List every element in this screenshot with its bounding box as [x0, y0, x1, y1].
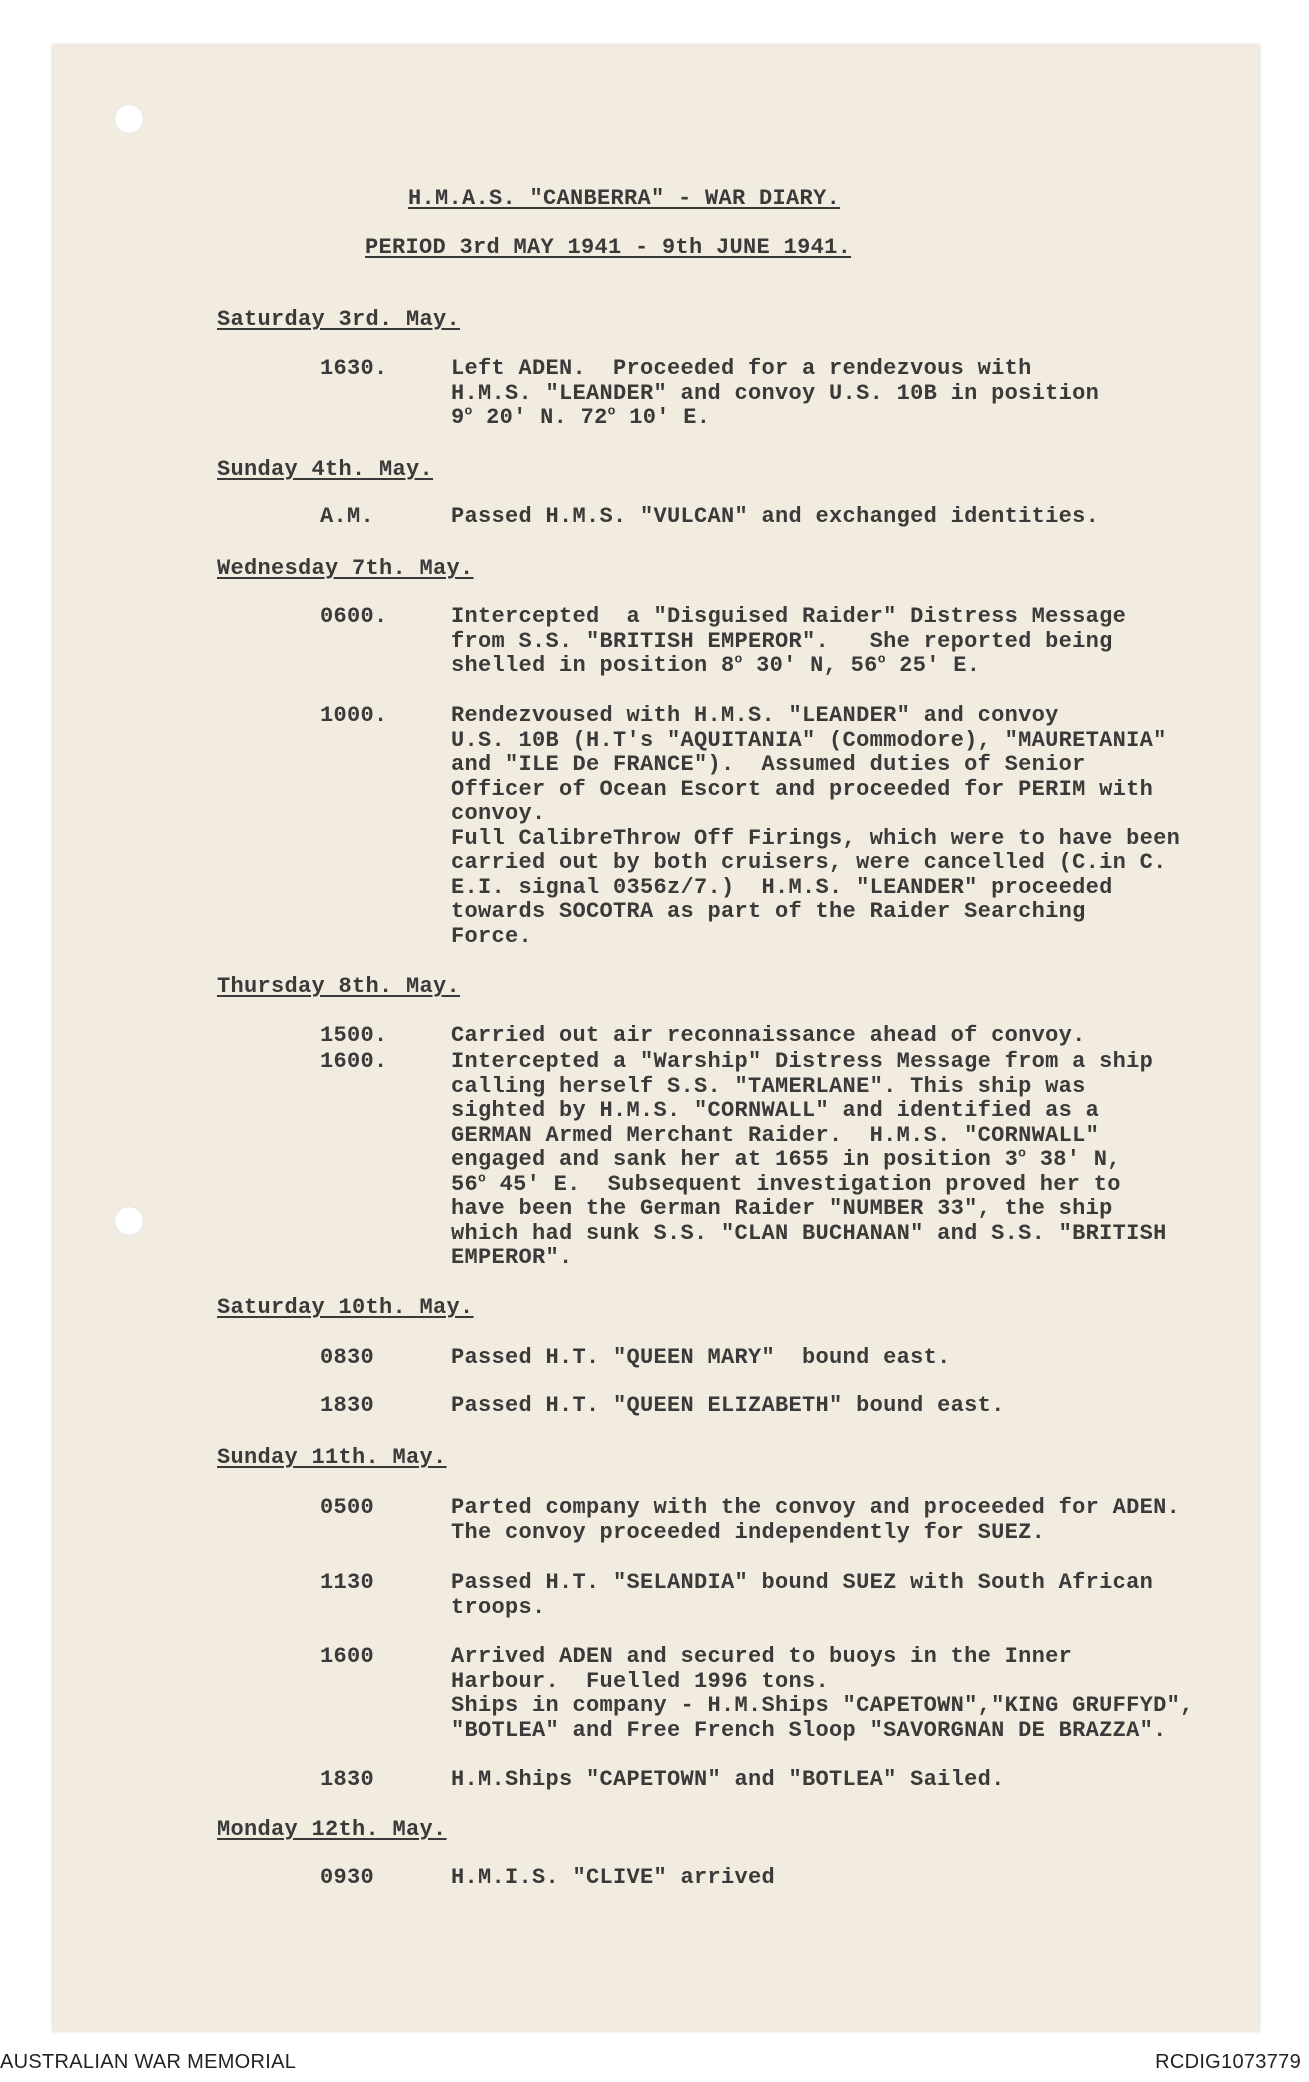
entry-line: Rendezvoused with H.M.S. "LEANDER" and convoy — [451, 703, 1059, 728]
entry-line: E.I. signal 0356z/7.) H.M.S. "LEANDER" proceeded — [451, 874, 1113, 900]
day-heading: Monday 12th. May. — [217, 1817, 447, 1842]
entry-line: have been the German Raider "NUMBER 33", the ship — [451, 1196, 1113, 1221]
day-heading: Thursday 8th. May. — [217, 974, 461, 999]
entry-time: 0500 — [320, 1495, 375, 1520]
entry-line: which had sunk S.S. "CLAN BUCHANAN" and S.S. "BRITISH — [451, 1220, 1167, 1246]
entry-time: 1830 — [320, 1767, 375, 1792]
footer-left: AUSTRALIAN WAR MEMORIAL — [0, 2051, 297, 2073]
entry-line: Harbour. Fuelled 1996 tons. — [451, 1668, 830, 1694]
entry-line: and "ILE De FRANCE"). Assumed duties of Senior — [451, 752, 1086, 777]
day-heading: Sunday 11th. May. — [217, 1445, 447, 1470]
entry-line: The convoy proceeded independently for SUEZ. — [451, 1519, 1046, 1545]
entry-line: sighted by H.M.S. "CORNWALL" and identified as a — [451, 1098, 1100, 1123]
entry-line: "BOTLEA" and Free French Sloop "SAVORGNAN DE BRAZZA". — [451, 1717, 1167, 1743]
entry-line: Arrived ADEN and secured to buoys in the Inner — [451, 1644, 1073, 1669]
entry-time: A.M. — [320, 504, 375, 529]
punch-hole-top — [114, 104, 144, 134]
entry-line: Force. — [451, 923, 533, 949]
diary-title: H.M.A.S. "CANBERRA" - WAR DIARY. — [408, 186, 841, 211]
entry-line: GERMAN Armed Merchant Raider. H.M.S. "CORNWALL" — [451, 1122, 1100, 1148]
entry-time: 1130 — [320, 1570, 375, 1595]
entry-line: Officer of Ocean Escort and proceeded for PERIM with — [451, 776, 1154, 802]
entry-time: 0600. — [320, 604, 388, 629]
entry-line: H.M.S. "LEANDER" and convoy U.S. 10B in position — [451, 380, 1100, 406]
entry-line: Parted company with the convoy and proceeded for ADEN. — [451, 1495, 1181, 1520]
entry-line: carried out by both cruisers, were cancelled (C.in C. — [451, 850, 1167, 875]
diary-period: PERIOD 3rd MAY 1941 - 9th JUNE 1941. — [365, 235, 852, 260]
day-heading: Wednesday 7th. May. — [217, 556, 474, 581]
day-heading: Saturday 3rd. May. — [217, 307, 461, 332]
entry-time: 0930 — [320, 1865, 375, 1890]
entry-line: Passed H.T. "QUEEN MARY" bound east. — [451, 1345, 951, 1370]
entry-line: engaged and sank her at 1655 in position 3$^o$ 38' N, — [451, 1145, 1121, 1172]
punch-hole-bottom — [114, 1206, 144, 1236]
entry-line: Passed H.M.S. "VULCAN" and exchanged identities. — [451, 504, 1100, 529]
entry-line: Full CalibreThrow Off Firings, which were to have been — [451, 825, 1181, 851]
entry-time: 1000. — [320, 703, 388, 728]
entry-line: Passed H.T. "QUEEN ELIZABETH" bound east. — [451, 1393, 1005, 1418]
entry-time: 0830 — [320, 1345, 375, 1370]
entry-line: Left ADEN. Proceeded for a rendezvous with — [451, 356, 1032, 381]
entry-line: Carried out air reconnaissance ahead of convoy. — [451, 1023, 1086, 1048]
entry-line: H.M.Ships "CAPETOWN" and "BOTLEA" Sailed. — [451, 1767, 1005, 1792]
entry-line: EMPEROR". — [451, 1245, 573, 1270]
entry-line: H.M.I.S. "CLIVE" arrived — [451, 1865, 776, 1890]
entry-line: from S.S. "BRITISH EMPEROR". She reported being — [451, 628, 1113, 654]
entry-line: Passed H.T. "SELANDIA" bound SUEZ with South African — [451, 1570, 1154, 1595]
entry-line: troops. — [451, 1594, 546, 1620]
entry-time: 1600 — [320, 1644, 375, 1669]
entry-line: 9$^o$ 20' N. 72$^o$ 10' E. — [451, 403, 711, 430]
entry-line: 56$^o$ 45' E. Subsequent investigation proved her to — [451, 1170, 1121, 1197]
entry-time: 1500. — [320, 1023, 388, 1048]
entry-line: convoy. — [451, 801, 546, 826]
entry-line: Intercepted a "Warship" Distress Message from a ship — [451, 1049, 1154, 1074]
entry-line: Ships in company - H.M.Ships "CAPETOWN","KING GRUFFYD", — [451, 1693, 1194, 1718]
entry-time: 1630. — [320, 356, 388, 381]
entry-line: calling herself S.S. "TAMERLANE". This ship was — [451, 1073, 1086, 1099]
entry-time: 1830 — [320, 1393, 375, 1418]
entry-line: towards SOCOTRA as part of the Raider Searching — [451, 899, 1086, 924]
entry-line: shelled in position 8$^o$ 30' N, 56$^o$ 25' E. — [451, 651, 981, 678]
entry-line: Intercepted a "Disguised Raider" Distress Message — [451, 604, 1127, 629]
day-heading: Saturday 10th. May. — [217, 1295, 474, 1320]
footer-right: RCDIG1073779 — [1155, 2051, 1301, 2073]
entry-time: 1600. — [320, 1049, 388, 1074]
day-heading: Sunday 4th. May. — [217, 457, 434, 482]
entry-line: U.S. 10B (H.T's "AQUITANIA" (Commodore), "MAURETANIA" — [451, 727, 1167, 753]
